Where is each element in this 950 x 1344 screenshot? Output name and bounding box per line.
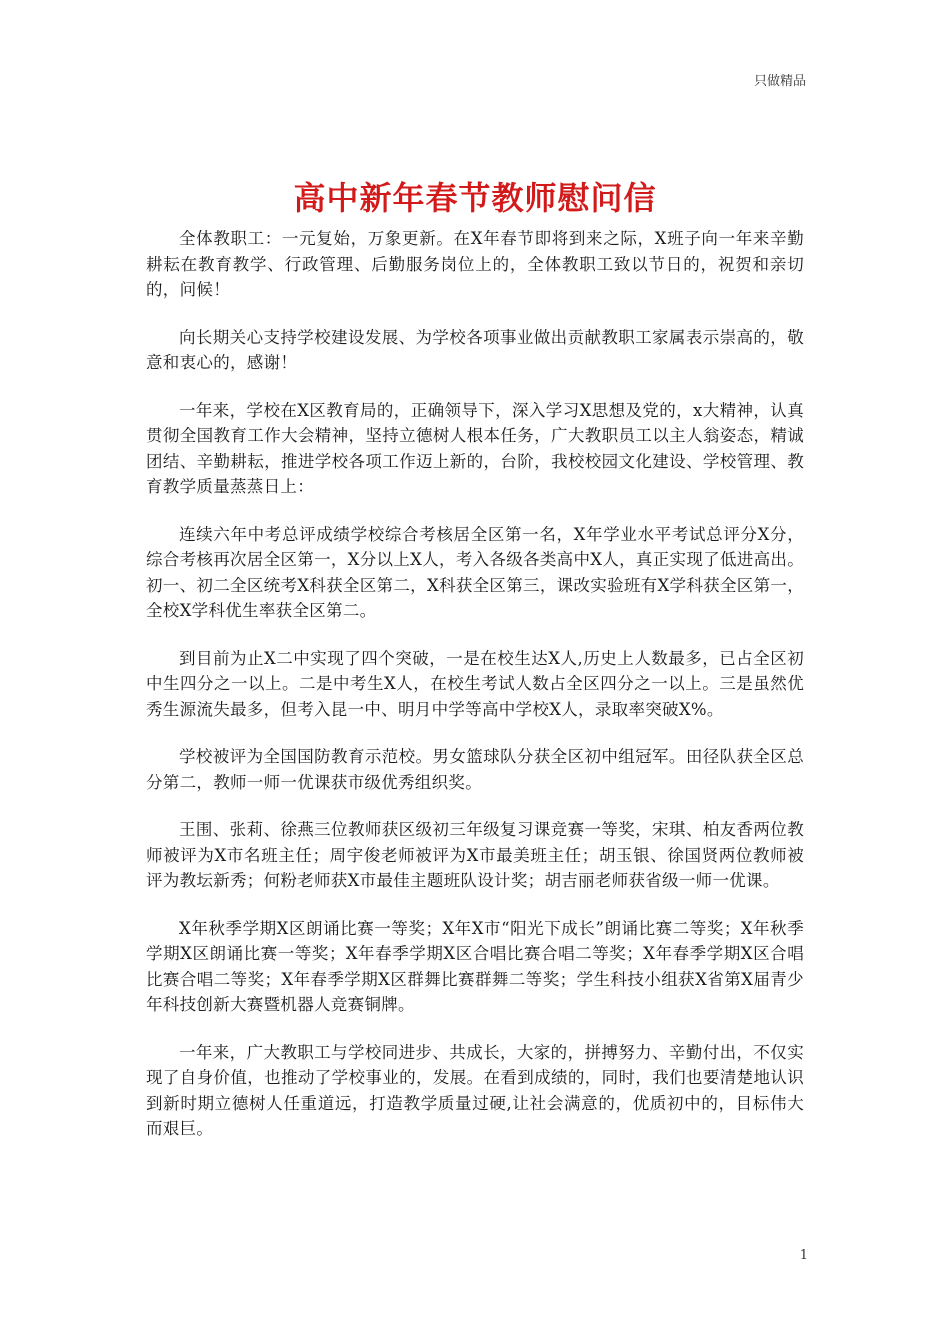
paragraph: 一年来，学校在X区教育局的，正确领导下，深入学习X思想及党的，x大精神，认真贯彻全国教育工作大会精神，坚持立德树人根本任务，广大教职员工以主人翁姿态，精诚团结、辛勤耕耘，推进学校各项工作迈上新的，台阶，我校校园文化建设、学校管理、教育教学质量蒸蒸日上： <box>146 400 804 496</box>
paragraph: 王围、张莉、徐燕三位教师获区级初三年级复习课竞赛一等奖，宋琪、柏友香两位教师被评为X市名班主任；周宇俊老师被评为X市最美班主任；胡玉银、徐国贤两位教师被评为教坛新秀；何粉老师获X市最佳主题班队设计奖；胡吉丽老师获省级一师一优课。 <box>146 820 804 890</box>
paragraph: 连续六年中考总评成绩学校综合考核居全区第一名，X年学业水平考试总评分X分，综合考核再次居全区第一，X分以上X人，考入各级各类高中X人，真正实现了低进高出。初一、初二全区统考X科获全区第二，X科获全区第三，课改实验班有X学科获全区第一，全校X学科优生率获全区第二。 <box>146 524 804 620</box>
paragraph: 到目前为止X二中实现了四个突破，一是在校生达X人,历史上人数最多，已占全区初中生四分之一以上。二是中考生X人，在校生考试人数占全区四分之一以上。三是虽然优秀生源流失最多，但考入昆一中、明月中学等高中学校X人，录取率突破X%。 <box>146 648 804 719</box>
document-body <box>146 226 804 1164</box>
page-number: 1 <box>799 1248 808 1263</box>
paragraph: 一年来，广大教职工与学校同进步、共成长，大家的，拼搏努力、辛勤付出，不仅实现了自身价值，也推动了学校事业的，发展。在看到成绩的，同时，我们也要清楚地认识到新时期立德树人任重道远，打造教学质量过硬,让社会满意的，优质初中的，目标伟大而艰巨。 <box>146 1042 804 1138</box>
paragraph: 学校被评为全国国防教育示范校。男女篮球队分获全区初中组冠军。田径队获全区总分第二，教师一师一优课获市级优秀组织奖。 <box>146 747 804 792</box>
paragraph: X年秋季学期X区朗诵比赛一等奖；X年X市“阳光下成长”朗诵比赛二等奖；X年秋季学期X区朗诵比赛一等奖；X年春季学期X区合唱比赛合唱二等奖；X年春季学期X区合唱比赛合唱二等奖；X年春季学期X区群舞比赛群舞二等奖；学生科技小组获X省第X届青少年科技创新大赛暨机器人竞赛铜牌。 <box>146 918 804 1014</box>
paragraph: 全体教职工：一元复始，万象更新。在X年春节即将到来之际，X班子向一年来辛勤耕耘在教育教学、行政管理、后勤服务岗位上的，全体教职工致以节日的，祝贺和亲切的，问候！ <box>146 229 804 299</box>
paragraph: 向长期关心支持学校建设发展、为学校各项事业做出贡献教职工家属表示崇高的，敬意和衷心的，感谢！ <box>146 327 804 372</box>
header-note: 只做精品 <box>753 74 806 89</box>
document-title: 高中新年春节教师慰问信 <box>293 179 657 218</box>
